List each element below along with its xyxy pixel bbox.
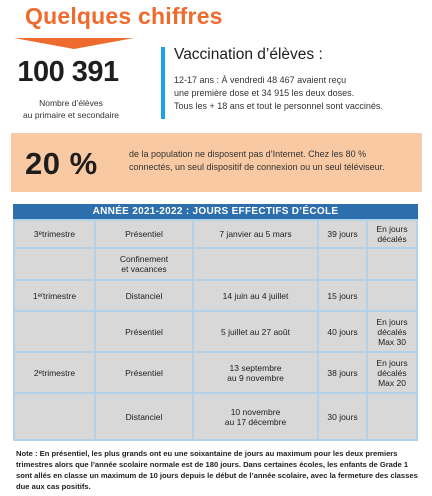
mode-line1: Confinement [119, 254, 169, 264]
mode-line1: Distanciel [125, 290, 163, 301]
table-cell-period [194, 353, 317, 392]
table-cell-note [368, 353, 416, 392]
internet-stat-box [11, 133, 422, 192]
table-cell-term: 1 er trimestre [15, 281, 94, 310]
table-cell-note [368, 281, 416, 310]
students-caption-line1: Nombre d’élèves [39, 98, 103, 108]
footnote-label: Note : [16, 449, 38, 458]
footnote-text: En présentiel, les plus grands ont eu une soixantaine de jours au maximum pour les deux premiers trimestres alors que l’année scolaire normale est de 180 jours. Dans certaines écoles, les enfants de Grade 1 sont allés en classe un maximum de 10 jours depuis le début de l’année scolaire, avec la fermeture des classes due aux cas positifs. [16, 449, 418, 491]
table-cell-mode [96, 312, 192, 351]
period-line1: 5 juillet au 27 août [221, 326, 290, 337]
table-cell-mode [96, 249, 192, 279]
period-line1: 14 juin au 4 juillet [222, 290, 289, 301]
table-cell-term: 2 e trimestre [15, 353, 94, 392]
table-cell-mode [96, 281, 192, 310]
period-line2: au 9 novembre [227, 372, 284, 383]
period-line1: 13 septembre [229, 362, 282, 373]
table-cell-note [368, 394, 416, 439]
table-cell-note [368, 221, 416, 247]
table-cell-note [368, 249, 416, 279]
internet-text [129, 148, 414, 174]
mode-line1: Présentiel [125, 229, 163, 239]
students-caption-line2: au primaire et secondaire [23, 110, 119, 120]
note-line2: décalés [377, 367, 407, 378]
table-title: ANNÉE 2021-2022 : JOURS EFFECTIFS D’ÉCOLE [13, 204, 418, 219]
orange-arrow-decoration [14, 38, 134, 49]
table-cell-days: 39 jours [319, 221, 366, 247]
table-cell-term [15, 394, 94, 439]
table-cell-days: 40 jours [319, 312, 366, 351]
table-cell-mode [96, 353, 192, 392]
period-line1: 10 novembre [230, 406, 281, 417]
mode-line2: et vacances [121, 264, 167, 274]
term-label: trimestre [42, 229, 76, 239]
table-cell-term: 3 e trimestre [15, 221, 94, 247]
table-cell-note [368, 312, 416, 351]
internet-line1: de la population ne disposent pas d’Internet. Chez les 80 % [129, 149, 367, 159]
vaccination-text [174, 74, 424, 113]
table-cell-period [194, 281, 317, 310]
term-label: trimestre [43, 290, 77, 301]
vaccination-accent-bar [161, 47, 165, 119]
table-cell-mode [96, 394, 192, 439]
mode-line1: Distanciel [125, 411, 163, 422]
note-line1: En jours [376, 357, 408, 368]
note-line2: décalés [377, 326, 407, 337]
note-line3: Max 20 [378, 377, 406, 388]
table-cell-term [15, 312, 94, 351]
term-number: 1 [32, 290, 38, 301]
table-cell-days [319, 249, 366, 279]
mode-line1: Présentiel [125, 326, 163, 337]
vaccination-line3: Tous les + 18 ans et tout le personnel sont vaccinés. [174, 101, 383, 111]
term-label: trimestre [42, 367, 76, 378]
internet-percentage: 20 % [25, 146, 98, 181]
footnote [16, 448, 420, 492]
table-cell-days: 30 jours [319, 394, 366, 439]
school-days-table [13, 204, 418, 441]
period-line2: au 17 décembre [224, 416, 287, 427]
note-line3: Max 30 [378, 336, 406, 347]
term-number: 3 [33, 229, 39, 239]
table-cell-term [15, 249, 94, 279]
table-cell-period [194, 312, 317, 351]
vaccination-line1: 12-17 ans : À vendredi 48 467 avaient reçu [174, 75, 347, 85]
table-cell-days: 38 jours [319, 353, 366, 392]
vaccination-title: Vaccination d’élèves : [174, 46, 323, 63]
table-cell-mode [96, 221, 192, 247]
table-cell-days: 15 jours [319, 281, 366, 310]
students-caption [6, 97, 136, 121]
term-number: 2 [33, 367, 39, 378]
vaccination-line2: une première dose et 34 915 les deux doses. [174, 88, 355, 98]
page-title: Quelques chiffres [25, 3, 223, 29]
note-line1: En jours [376, 224, 408, 234]
mode-line1: Présentiel [125, 367, 163, 378]
period-line1: 7 janvier au 5 mars [219, 229, 292, 239]
note-line1: En jours [376, 316, 408, 327]
internet-line2: connectés, un seul dispositif de connexion ou un seul téléviseur. [129, 162, 385, 172]
students-count: 100 391 [17, 56, 119, 88]
note-line2: décalés [377, 234, 407, 244]
table-cell-period [194, 394, 317, 439]
table-cell-period [194, 249, 317, 279]
table-cell-period [194, 221, 317, 247]
